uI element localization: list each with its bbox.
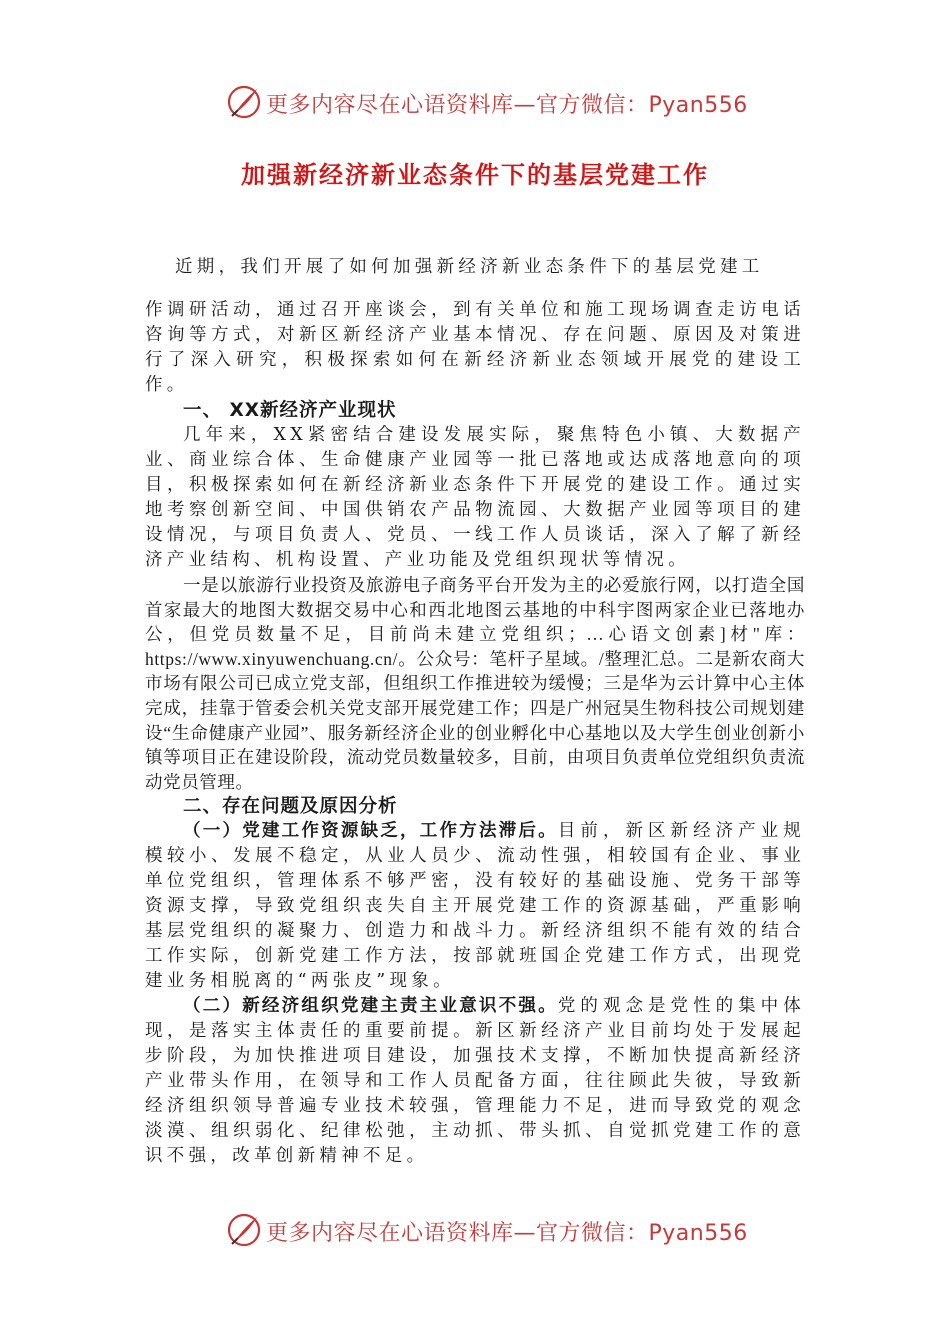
intro-first-line xyxy=(145,255,805,280)
intro-line1-text: 近期，我们开展了如何加强新经济新业态条件下的基层党建工 xyxy=(175,257,764,277)
section2-item2-text: 党的观念是党性的集中体现，是落实主体责任的重要前提。新区新经济产业目前均处于发展起步阶段，为加快推进项目建设，加强技术支撑，不断加快提高新经济产业带头作用，在领导和工作人员配备方面，往往顾此失彼，导致新经济组织领导普遍专业技术较强，管理能力不足，进而导致党的观念淡漠、组织弱化、纪律松弛，主动抓、带头抓、自觉抓党建工作的意识不强，改革创新精神不足。 xyxy=(145,996,805,1167)
watermark-text: 更多内容尽在心语资料库—官方微信：Pyan556 xyxy=(266,1221,748,1246)
section2-item2-bold: （二）新经济组织党建主责主业意识不强。 xyxy=(183,996,558,1017)
section2-item1-bold: （一）党建工作资源缺乏，工作方法滞后。 xyxy=(183,821,558,842)
section2-heading: 二、存在问题及原因分析 xyxy=(183,796,398,818)
section1-paragraph2: 一是以旅游行业投资及旅游电子商务平台开发为主的必爱旅行网，以打造全国首家最大的地图大数据交易中心和西北地图云基地的中科宇图两家企业已落地办公，但党员数量不足，目前尚未建立党组织；…心语文创素]材"库：https://www.xinyuwenchuang.cn/。公众号：笔杆子星域。/整理汇总。二是新农商大市场有限公司已成立党支部，但组织工作推进较为缓慢；三是华为云计算中心主体完成，挂靠于管委会机关党支部开展党建工作；四是广州冠昊生物科技公司规划建设“生命健康产业园”、服务新经济企业的创业孵化中心基地以及大学生创业创新小镇等项目正在建设阶段，流动党员数量较多，目前，由项目负责单位党组织负责流动党员管理。 xyxy=(145,575,805,792)
section2-item1-text: 目前，新区新经济产业规模较小、发展不稳定，从业人员少、流动性强，相较国有企业、事业单位党组织，管理体系不够严密，没有较好的基础设施、党务干部等资源支撑，导致党组织丧失自主开展党建工作的资源基础，严重影响基层党组织的凝聚力、创造力和战斗力。新经济组织不能有效的结合工作实际，创新党建工作方法，按部就班国企党建工作方式，出现党建业务相脱离的“两张皮”现象。 xyxy=(145,821,805,992)
intro-paragraph: 作调研活动，通过召开座谈会，到有关单位和施工现场调查走访电话咨询等方式，对新区新经济产业基本情况、存在问题、原因及对策进行了深入研究，积极探索如何在新经济新业态领域开展党的建设工作。 xyxy=(145,300,805,395)
document-title: 加强新经济新业态条件下的基层党建工作 xyxy=(241,161,709,189)
section2-item2 xyxy=(145,994,805,1169)
quill-pen-logo-icon xyxy=(226,84,262,120)
section1-heading: 一、 XX新经济产业现状 xyxy=(183,400,397,421)
section2-item1 xyxy=(145,819,805,994)
watermark-text: 更多内容尽在心语资料库—官方微信：Pyan556 xyxy=(266,93,748,118)
header-watermark-banner xyxy=(0,80,950,124)
quill-pen-logo-icon xyxy=(226,1212,262,1248)
document-body xyxy=(145,255,805,1169)
section1-paragraph1: 几年来，XX紧密结合建设发展实际，聚焦特色小镇、大数据产业、商业综合体、生命健康产业园等一批已落地或达成落地意向的项目，积极探索如何在新经济新业态条件下开展党的建设工作。通过实地考察创新空间、中国供销农产品物流园、大数据产业园等项目的建设情况，与项目负责人、党员、一线工作人员谈话，深入了解了新经济产业结构、机构设置、产业功能及党组织现状等情况。 xyxy=(145,425,805,570)
footer-watermark-banner xyxy=(0,1208,950,1252)
